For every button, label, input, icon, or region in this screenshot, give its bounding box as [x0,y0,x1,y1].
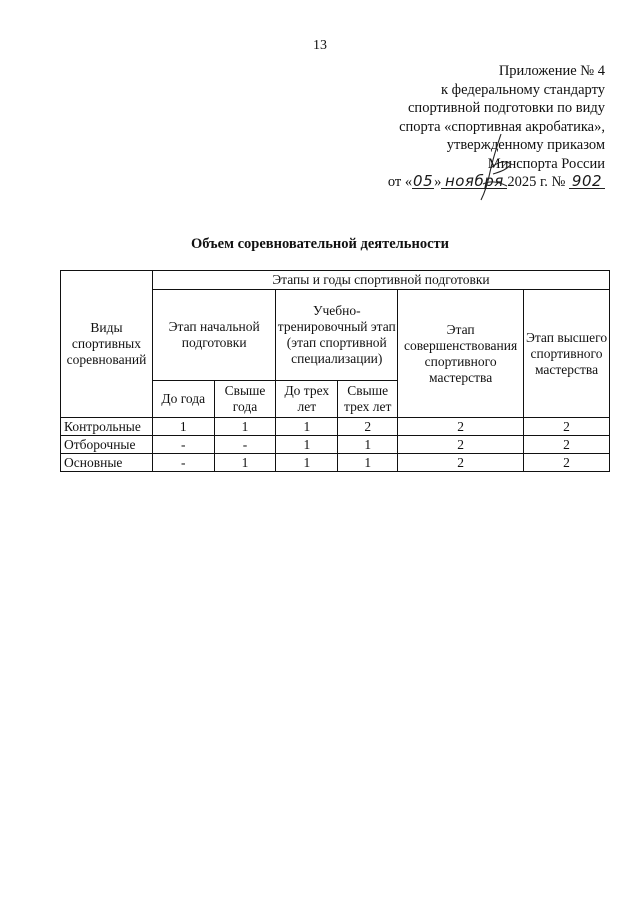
table-cell: 2 [524,454,610,472]
table-cell: 1 [276,436,338,454]
table-cell: 2 [524,418,610,436]
row-label-cell: Основные [61,454,153,472]
table-row [61,454,610,472]
row-label-cell: Контрольные [61,418,153,436]
table-row [61,418,610,436]
table-cell: 1 [152,418,214,436]
date-day-handwritten: 05 [413,172,434,190]
table-cell: - [152,454,214,472]
subheader-cell: До трех лет [276,381,338,418]
page-number: 13 [313,38,327,53]
order-date-line [305,173,605,192]
appendix-line: Минспорта России [487,155,605,172]
appendix-line: Приложение № 4 [498,63,605,79]
subheader-cell: Свыше года [214,381,276,418]
table-cell: 1 [214,454,276,472]
appendix-line: спортивной подготовки по виду [408,100,605,116]
appendix-line: спорта «спортивная акробатика», [399,118,605,135]
order-number-handwritten: 902 [569,174,605,189]
table-row [61,436,610,454]
group-header-cell: Этапы и годы спортивной подготовки [152,271,609,290]
table-cell: 2 [398,436,524,454]
table-cell: 2 [524,436,610,454]
table-cell: 2 [398,454,524,472]
stage-header-initial: Этап начальной подготовки [152,290,276,381]
appendix-line: к федеральному стандарту [441,81,605,98]
table-cell: 1 [214,418,276,436]
date-prefix: от « [387,174,413,190]
table-cell: 1 [338,454,398,472]
appendix-header [305,62,605,192]
table-cell: 1 [276,418,338,436]
appendix-line: утвержденному приказом [446,137,605,153]
table-cell: 2 [338,418,398,436]
subheader-cell: Свыше трех лет [338,381,398,418]
document-title: Объем соревновательной деятельности [191,236,449,252]
row-header-cell: Виды спортивных соревнований [61,271,153,418]
subheader-cell: До года [152,381,214,418]
date-mid: » [434,174,442,190]
stage-header-training: Учебно-тренировочный этап (этап спортивной специализации) [276,290,398,381]
table-cell: - [214,436,276,454]
stage-header-highest: Этап высшего спортивного мастерства [524,290,610,418]
row-label-cell: Отборочные [61,436,153,454]
signature-mark [463,132,533,202]
competition-volume-table [60,270,610,472]
stage-header-improvement: Этап совершенствования спортивного мастерства [398,290,524,418]
table-cell: - [152,436,214,454]
date-month-handwritten: ноября [441,174,507,189]
table-cell: 2 [398,418,524,436]
table-cell: 1 [338,436,398,454]
date-year: 2025 г. № [507,174,566,190]
table-header-row [61,271,610,290]
table-cell: 1 [276,454,338,472]
